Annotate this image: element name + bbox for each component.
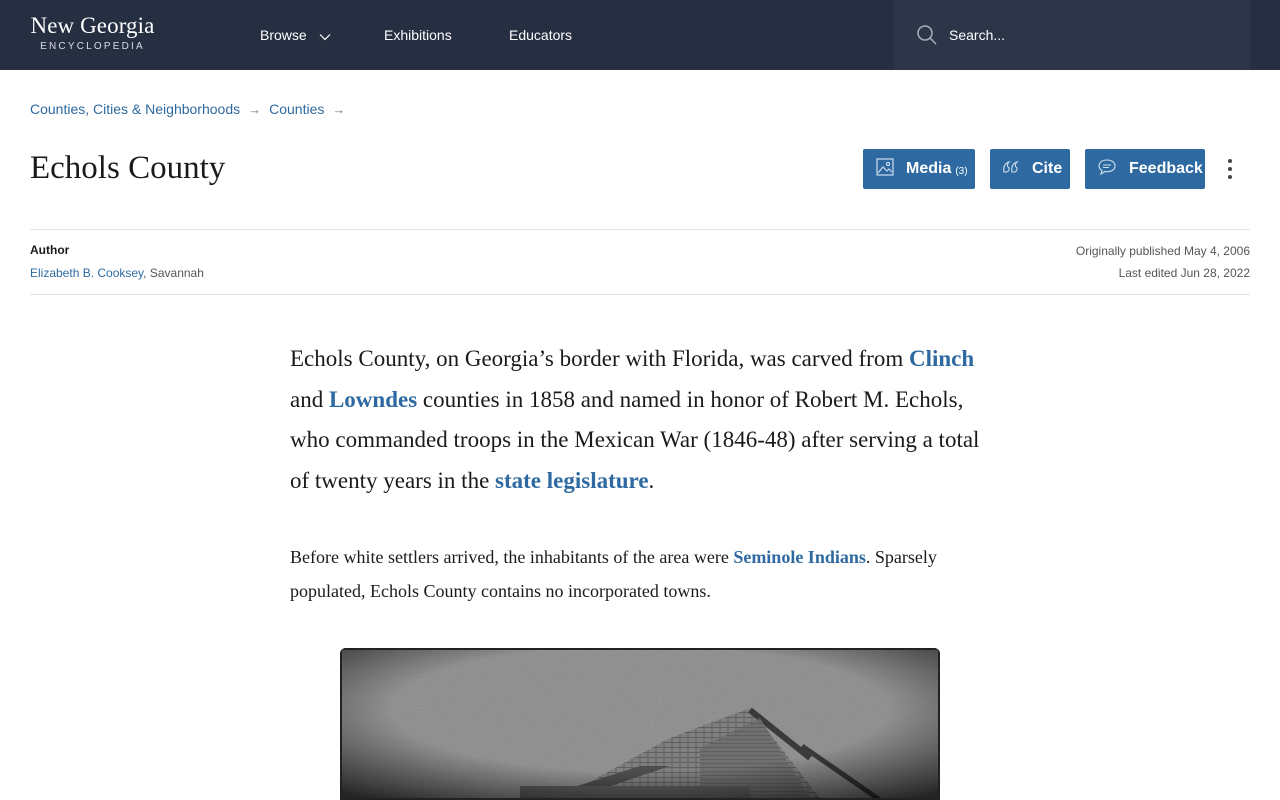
author-label: Author <box>30 243 70 257</box>
page-title: Echols County <box>30 150 226 186</box>
author-line <box>30 266 204 280</box>
photo-graphic <box>340 648 940 800</box>
speech-bubble-icon <box>1097 158 1129 181</box>
link-seminole-indians[interactable]: Seminole Indians <box>733 547 866 567</box>
logo-main-text: New Georgia <box>30 13 155 38</box>
chevron-down-icon <box>319 27 331 45</box>
logo-sub-text: ENCYCLOPEDIA <box>40 41 145 52</box>
link-state-legislature[interactable]: state legislature <box>495 467 649 493</box>
media-count: (3) <box>955 165 968 177</box>
paragraph-text: . Sparsely populated, Echols County contains no incorporated towns. <box>290 547 937 601</box>
site-logo[interactable] <box>30 13 155 52</box>
nav-educators[interactable]: Educators <box>509 27 573 43</box>
more-dot <box>1228 175 1232 179</box>
cite-button[interactable] <box>990 149 1070 189</box>
nav-browse[interactable] <box>260 26 331 45</box>
lead-text: . <box>648 467 655 493</box>
link-clinch[interactable]: Clinch <box>908 346 975 371</box>
lead-text: and <box>290 386 329 412</box>
breadcrumb-counties[interactable]: Counties <box>269 101 325 117</box>
site-header <box>0 0 1280 70</box>
media-button-label: Media <box>906 160 952 177</box>
more-dot <box>1228 159 1232 163</box>
lead-text: counties in 1858 and named in honor of Robert M. Echols, who commanded troops in the Mexican War (1846-48) after serving a total of twenty years in the <box>290 386 980 493</box>
media-button[interactable] <box>863 149 975 189</box>
nav-exhibitions[interactable]: Exhibitions <box>384 27 452 43</box>
author-link[interactable]: Elizabeth B. Cooksey <box>30 266 144 280</box>
more-dot <box>1228 167 1232 171</box>
search-icon[interactable] <box>916 24 938 46</box>
author-location: , Savannah <box>143 266 204 280</box>
search-box <box>894 0 1250 70</box>
article-lead-paragraph <box>290 339 1000 501</box>
arrow-right-icon: → <box>332 102 346 117</box>
divider <box>30 294 1250 295</box>
feedback-button[interactable] <box>1085 149 1205 189</box>
article-photo[interactable] <box>340 648 940 800</box>
feedback-button-label: Feedback <box>1129 160 1203 177</box>
edited-date: Last edited Jun 28, 2022 <box>1118 266 1250 280</box>
breadcrumb-counties-cities[interactable]: Counties, Cities & Neighborhoods <box>30 101 241 117</box>
paragraph-text: Before white settlers arrived, the inhabitants of the area were <box>290 547 734 567</box>
article-paragraph <box>290 540 990 608</box>
search-input[interactable] <box>949 25 1229 45</box>
arrow-right-icon: → <box>248 102 262 117</box>
cite-button-label: Cite <box>1032 160 1063 177</box>
image-icon <box>876 158 906 181</box>
quote-icon <box>1002 160 1032 179</box>
published-date: Originally published May 4, 2006 <box>1075 244 1250 258</box>
lead-text: Echols County, on Georgia’s border with Florida, was carved from <box>290 346 909 371</box>
breadcrumb <box>30 100 353 119</box>
more-vertical-icon[interactable] <box>1220 155 1240 183</box>
divider <box>30 229 1250 230</box>
link-lowndes[interactable]: Lowndes <box>328 386 418 412</box>
nav-browse-label: Browse <box>260 27 307 43</box>
